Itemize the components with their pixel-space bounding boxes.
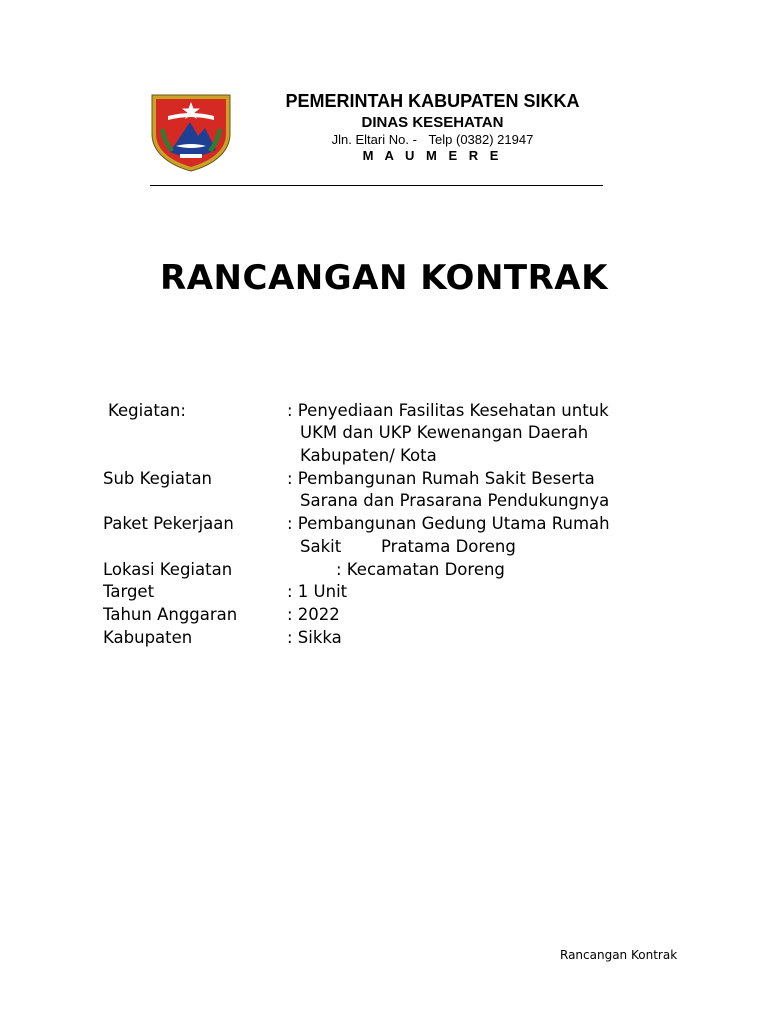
letterhead-address: Jln. Eltari No. - [331,132,417,147]
kabupaten-label: Kabupaten [103,628,193,647]
lokasi-kegiatan-label: Lokasi Kegiatan [103,560,233,579]
paket-pekerjaan-value-line-2a: Sakit [300,537,342,556]
lokasi-kegiatan-value: : Kecamatan Doreng [336,560,505,579]
sub-kegiatan-value-line-2: Sarana dan Prasarana Pendukungnya [300,491,610,510]
kegiatan-value-line-1: : Penyediaan Fasilitas Kesehatan untuk [287,401,609,420]
paket-pekerjaan-label: Paket Pekerjaan [103,514,234,533]
letterhead-government: PEMERINTAH KABUPATEN SIKKA [285,91,580,111]
sikka-regency-emblem [150,92,232,172]
target-label: Target [103,582,155,601]
page-footer: Rancangan Kontrak [560,948,678,962]
target-value: : 1 Unit [287,582,348,601]
letterhead-office: DINAS KESEHATAN [361,114,504,131]
sub-kegiatan-value-line-1: : Pembangunan Rumah Sakit Beserta [287,469,595,488]
letterhead-city: M A U M E R E [362,148,503,163]
kabupaten-value: : Sikka [287,628,342,647]
paket-pekerjaan-value-line-2b: Pratama Doreng [381,537,516,556]
tahun-anggaran-value: : 2022 [287,605,340,624]
letterhead-phone: Telp (0382) 21947 [428,132,534,147]
letterhead-contact [240,132,625,147]
kegiatan-value-line-3: Kabupaten/ Kota [300,446,437,465]
letterhead-divider [150,185,603,186]
kegiatan-value-line-2: UKM dan UKP Kewenangan Daerah [300,423,589,442]
document-title: RANCANGAN KONTRAK [160,258,608,298]
kegiatan-label: Kegiatan: [108,401,186,420]
tahun-anggaran-label: Tahun Anggaran [103,605,238,624]
sub-kegiatan-label: Sub Kegiatan [103,469,213,488]
paket-pekerjaan-value-line-1: : Pembangunan Gedung Utama Rumah [287,514,610,533]
